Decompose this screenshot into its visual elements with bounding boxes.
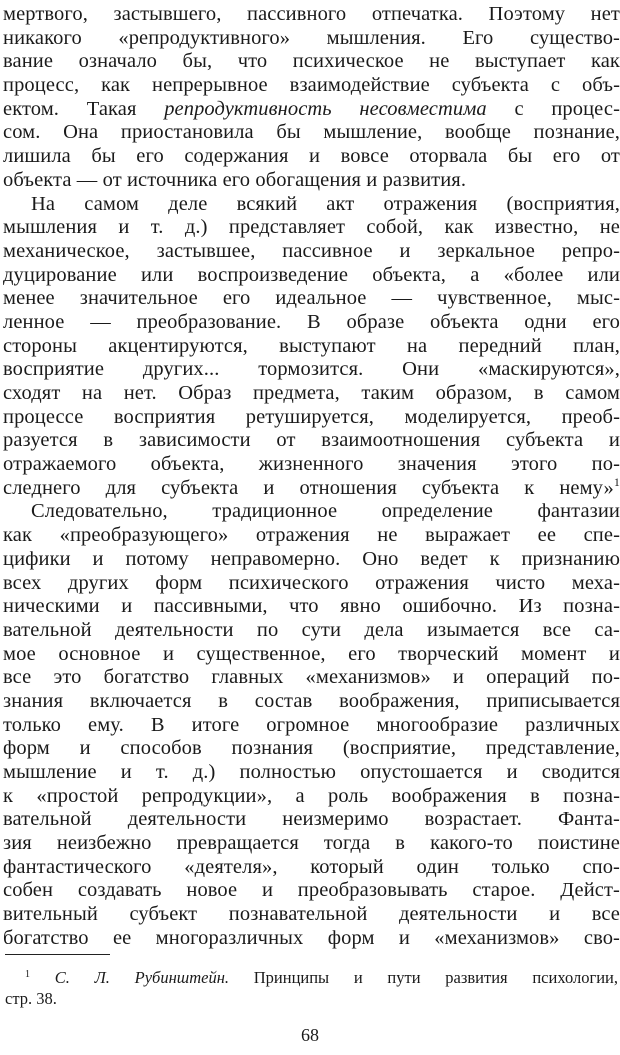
text-line: собен создавать новое и преобразовывать старое. Дейст-	[3, 879, 620, 902]
text-segment: с процес-	[486, 97, 620, 120]
text-line: зия неизбежно превращается тогда в какого-то поистине	[3, 832, 620, 855]
footnote-author: С. Л. Рубинштейн.	[54, 968, 230, 987]
text-line: механическое, застывшее, пассивное и зеркальное репро-	[3, 239, 620, 262]
text-line: процессе восприятия ретушируется, моделируется, преоб-	[3, 405, 620, 428]
text-line: только ему. В итоге огромное многообразие различных	[3, 713, 620, 736]
footnote-text: Принципы и пути развития психологии,	[229, 968, 619, 987]
text-line: объекта — от источника его обогащения и развития.	[3, 168, 467, 191]
text-line: мышления и т. д.) представляет собой, как известно, не	[3, 216, 620, 239]
text-line: процесс, как непрерывное взаимодействие субъекта с объ-	[3, 74, 620, 97]
text-line	[3, 474, 620, 501]
text-line: фантастического «деятеля», который один только спо-	[3, 855, 620, 878]
italic-phrase: репродуктивность несовместима	[164, 97, 487, 120]
text-line: мертвого, застывшего, пассивного отпечатка. Поэтому нет	[3, 3, 620, 25]
text-line: форм и способов познания (восприятие, представление,	[3, 737, 620, 760]
text-line: вание означало бы, что психическое не выступает как	[3, 50, 620, 73]
page-number: 68	[301, 1025, 319, 1045]
text-line: знания включается в состав воображения, приписывается	[3, 689, 620, 712]
text-line: ническими и пассивными, что явно ошибочно. Из позна-	[3, 595, 620, 618]
body-text	[3, 3, 620, 951]
text-line	[3, 98, 620, 122]
text-line: отражаемого объекта, жизненного значения этого по-	[3, 453, 620, 476]
text-line: богатство ее многоразличных форм и «механизмов» сво-	[3, 926, 620, 949]
text-line: вательной деятельности неизмеримо возрастает. Фанта-	[3, 808, 620, 831]
footnote-reference: 1	[613, 474, 620, 489]
text-line: сходят на нет. Образ предмета, таким образом, в самом	[3, 382, 620, 404]
text-line: всех других форм психического отражения чисто меха-	[3, 571, 620, 594]
text-line: вительный субъект познавательной деятельности и все	[3, 903, 620, 926]
text-line: лишила бы его содержания и вовсе оторвала бы его от	[3, 145, 620, 168]
text-line: вательной деятельности по сути дела изымается все са-	[3, 618, 620, 641]
text-line: цифики и потому неправомерно. Оно ведет к признанию	[3, 547, 620, 570]
footnote-divider	[5, 954, 110, 955]
text-line: ленное — преобразование. В образе объекта одни его	[3, 310, 620, 333]
text-line: мышление и т. д.) полностью опустошается и сводится	[3, 761, 620, 783]
text-line: к «простой репродукции», а роль воображения в позна-	[3, 784, 620, 807]
text-line: менее значительное его идеальное — чувственное, мыс-	[3, 287, 620, 310]
text-line: как «преобразующего» отражения не выражает ее спе-	[3, 524, 620, 547]
text-line: Следовательно, традиционное определение фантазии	[31, 500, 620, 523]
text-line: дуцирование или воспроизведение объекта, а «более или	[3, 263, 620, 286]
text-segment: ектом. Такая	[3, 97, 165, 120]
footnote-marker: 1	[25, 969, 30, 980]
text-segment: следнего для субъекта и отношения субъекта к нему»	[3, 476, 614, 499]
footnote-line	[5, 967, 618, 988]
text-line: сом. Она приостановила бы мышление, вообще познание,	[3, 121, 620, 144]
text-line: все это богатство главных «механизмов» и операций по-	[3, 666, 620, 689]
text-line: На самом деле всякий акт отражения (восприятия,	[31, 192, 620, 215]
text-line: стороны акцентируются, выступают на передний план,	[3, 334, 620, 357]
text-line: никакого «репродуктивного» мышления. Его существо-	[3, 26, 620, 49]
footnote	[5, 967, 618, 1009]
text-line: восприятие других... тормозится. Они «маскируются»,	[3, 358, 620, 381]
text-line: мое основное и существенное, его творческий момент и	[3, 642, 620, 665]
text-line: разуется в зависимости от взаимоотношения субъекта и	[3, 429, 620, 452]
footnote-line: стр. 38.	[5, 989, 57, 1008]
